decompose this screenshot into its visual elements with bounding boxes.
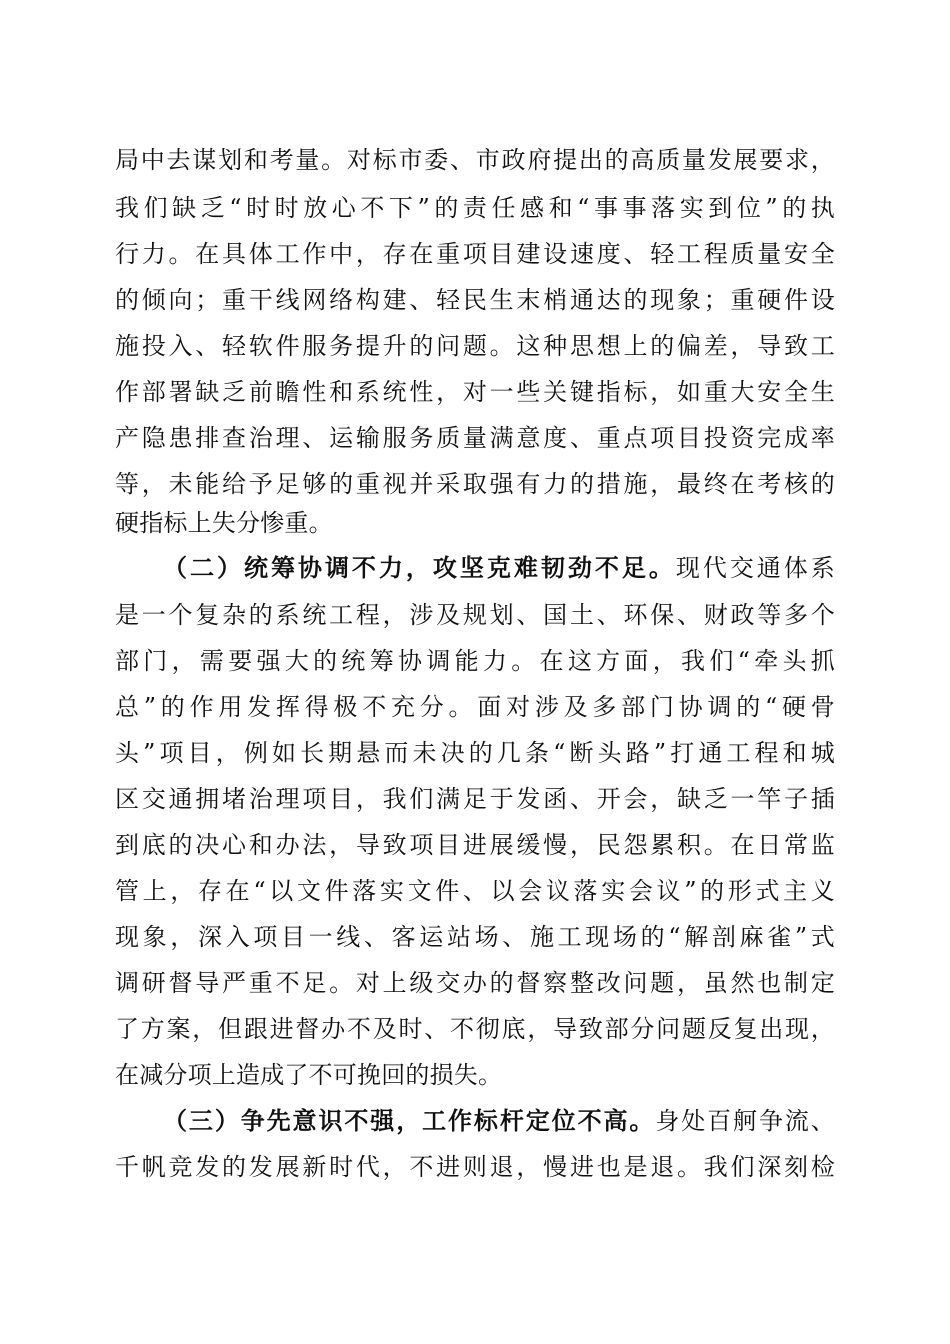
text-line: 调研督导严重不足。对上级交办的督察整改问题，虽然也制定 bbox=[115, 969, 835, 997]
text-line: 是一个复杂的系统工程，涉及规划、国土、环保、财政等多个 bbox=[115, 601, 835, 629]
text-line: 我们缺乏“时时放心不下”的责任感和“事事落实到位”的执 bbox=[115, 194, 835, 222]
text-line: 到底的决心和办法，导致项目进展缓慢，民怨累积。在日常监 bbox=[115, 831, 835, 859]
section-heading-line bbox=[163, 553, 835, 583]
text-line: 的倾向；重干线网络构建、轻民生末梢通达的现象；重硬件设 bbox=[115, 286, 835, 314]
text-line: 部门，需要强大的统筹协调能力。在这方面，我们“牵头抓 bbox=[115, 647, 835, 675]
text-line: 头”项目，例如长期悬而未决的几条“断头路”打通工程和城 bbox=[115, 739, 835, 767]
text-line: 行力。在具体工作中，存在重项目建设速度、轻工程质量安全 bbox=[115, 240, 835, 268]
text-line: 在减分项上造成了不可挽回的损失。 bbox=[115, 1061, 503, 1089]
section-heading-line bbox=[163, 1106, 835, 1136]
heading-line-rest: 现代交通体系 bbox=[675, 554, 835, 582]
section-heading: （三）争先意识不强，工作标杆定位不高。 bbox=[163, 1106, 656, 1135]
text-line: 了方案，但跟进督办不及时、不彻底，导致部分问题反复出现， bbox=[115, 1015, 835, 1043]
text-line: 局中去谋划和考量。对标市委、市政府提出的高质量发展要求， bbox=[115, 146, 835, 174]
text-line: 管上，存在“以文件落实文件、以会议落实会议”的形式主义 bbox=[115, 877, 835, 905]
text-line: 总”的作用发挥得极不充分。面对涉及多部门协调的“硬骨 bbox=[115, 693, 835, 721]
text-line: 等，未能给予足够的重视并采取强有力的措施，最终在考核的 bbox=[115, 470, 835, 498]
text-line: 作部署缺乏前瞻性和系统性，对一些关键指标，如重大安全生 bbox=[115, 378, 835, 406]
section-heading: （二）统筹协调不力，攻坚克难韧劲不足。 bbox=[163, 553, 676, 582]
heading-line-rest: 身处百舸争流、 bbox=[655, 1107, 835, 1135]
text-line: 千帆竞发的发展新时代，不进则退，慢进也是退。我们深刻检 bbox=[115, 1153, 835, 1181]
text-line: 产隐患排查治理、运输服务质量满意度、重点项目投资完成率 bbox=[115, 424, 835, 452]
text-line: 现象，深入项目一线、客运站场、施工现场的“解剖麻雀”式 bbox=[115, 923, 835, 951]
text-line: 施投入、轻软件服务提升的问题。这种思想上的偏差，导致工 bbox=[115, 332, 835, 360]
text-line: 区交通拥堵治理项目，我们满足于发函、开会，缺乏一竿子插 bbox=[115, 785, 835, 813]
text-line: 硬指标上失分惨重。 bbox=[115, 509, 333, 537]
